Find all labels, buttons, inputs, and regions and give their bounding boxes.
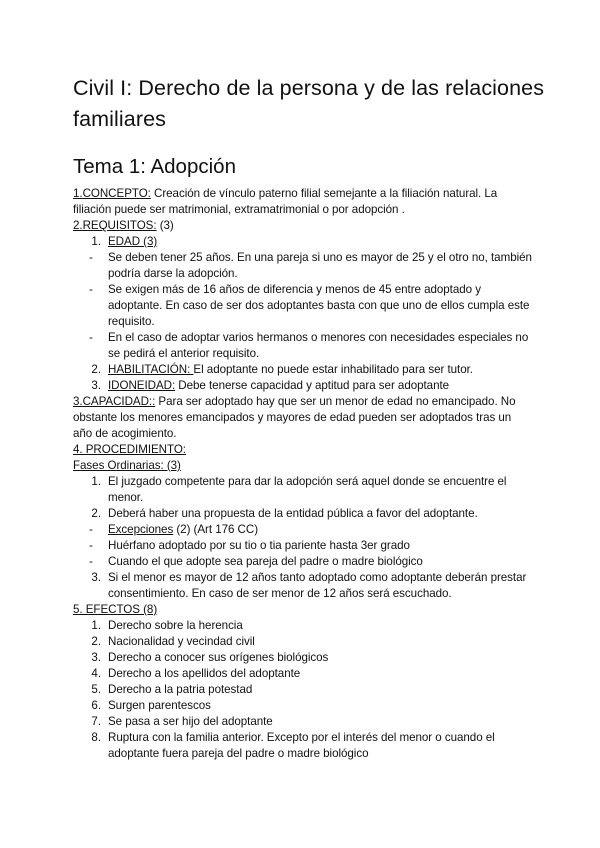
fases-ordinarias-heading: Fases Ordinarias: (3): [73, 459, 181, 472]
list-item: [73, 250, 533, 282]
excepcion-text: Huérfano adoptado por su tio o tia pariente hasta 3er grado: [108, 539, 410, 552]
list-number: 1.: [91, 619, 101, 632]
list-number: 5.: [91, 683, 101, 696]
excepciones-item: [73, 522, 533, 538]
requisitos-count: (3): [156, 219, 174, 232]
procedimiento-heading: 4. PROCEDIMIENTO:: [73, 443, 186, 456]
concepto-label: 1.CONCEPTO:: [73, 187, 151, 200]
capacidad-text: Para ser adoptado hay que ser un menor de edad no emancipado. No obstante los menores emancipados y mayores de edad pueden ser adoptados tras un año de acogimiento.: [73, 395, 516, 440]
capacidad-label: 3.CAPACIDAD::: [73, 395, 156, 408]
list-number: 7.: [91, 715, 101, 728]
efecto-text: Derecho a conocer sus orígenes biológicos: [108, 651, 329, 664]
efecto-item: [73, 714, 533, 730]
efecto-item: [73, 666, 533, 682]
list-number: 2.: [91, 363, 101, 376]
capacidad-paragraph: [73, 394, 533, 442]
section-title: Tema 1: Adopción: [73, 155, 236, 178]
fase-text: El juzgado competente para dar la adopción será aquel donde se encuentre el menor.: [108, 475, 507, 504]
idoneidad-label: IDONEIDAD:: [108, 379, 176, 392]
efecto-item: [73, 634, 533, 650]
edad-bullet-text: En el caso de adoptar varios hermanos o menores con necesidades especiales no se pedirá el anterior requisito.: [108, 331, 529, 360]
excepciones-text: (2) (Art 176 CC): [173, 523, 259, 536]
list-number: 4.: [91, 667, 101, 680]
edad-label: EDAD (3): [108, 235, 158, 248]
bullet-dash: -: [89, 555, 93, 568]
document-body: [73, 186, 533, 762]
bullet-dash: -: [89, 283, 93, 296]
idoneidad-text: Debe tenerse capacidad y aptitud para ser adoptante: [175, 379, 450, 392]
bullet-dash: -: [89, 539, 93, 552]
bullet-dash: -: [89, 523, 93, 536]
efecto-item: [73, 730, 533, 762]
excepciones-label: Excepciones: [108, 523, 174, 536]
efecto-text: Se pasa a ser hijo del adoptante: [108, 715, 273, 728]
requisito-habilitacion: [73, 362, 533, 378]
efecto-item: [73, 698, 533, 714]
requisito-edad: [73, 234, 533, 250]
efecto-text: Derecho sobre la herencia: [108, 619, 243, 632]
fase-text: Si el menor es mayor de 12 años tanto adoptado como adoptante deberán prestar consentimiento. En caso de ser menor de 12 años será escuchado.: [108, 571, 527, 600]
efecto-item: [73, 650, 533, 666]
excepcion-text: Cuando el que adopte sea pareja del padre o madre biológico: [108, 555, 423, 568]
list-item: [73, 538, 533, 554]
list-number: 3.: [91, 571, 101, 584]
list-number: 6.: [91, 699, 101, 712]
list-number: 1.: [91, 475, 101, 488]
concepto-text: Creación de vínculo paterno filial semejante a la filiación natural. La filiación puede ser matrimonial, extramatrimonial o por adopción .: [73, 187, 498, 216]
habilitacion-text: El adoptante no puede estar inhabilitado para ser tutor.: [193, 363, 473, 376]
fase-item: [73, 570, 533, 602]
list-number: 8.: [91, 731, 101, 744]
list-item: [73, 554, 533, 570]
habilitacion-label: HABILITACIÓN:: [108, 363, 194, 376]
bullet-dash: -: [89, 251, 93, 264]
list-number: 2.: [91, 507, 101, 520]
efecto-text: Derecho a los apellidos del adoptante: [108, 667, 301, 680]
requisitos-heading: [73, 218, 533, 234]
efecto-item: [73, 682, 533, 698]
list-number: 3.: [91, 651, 101, 664]
list-number: 1.: [91, 235, 101, 248]
requisitos-label: 2.REQUISITOS:: [73, 219, 157, 232]
requisito-idoneidad: [73, 378, 533, 394]
efecto-text: Derecho a la patria potestad: [108, 683, 253, 696]
fase-item: [73, 506, 533, 522]
list-item: [73, 282, 533, 330]
list-item: [73, 330, 533, 362]
efecto-text: Surgen parentescos: [108, 699, 211, 712]
document-title: Civil I: Derecho de la persona y de las relaciones familiares: [73, 76, 545, 131]
efecto-text: Ruptura con la familia anterior. Excepto por el interés del menor o cuando el adoptante fuera pareja del padre o madre biológico: [108, 731, 495, 760]
list-number: 3.: [91, 379, 101, 392]
fase-item: [73, 474, 533, 506]
bullet-dash: -: [89, 331, 93, 344]
efecto-text: Nacionalidad y vecindad civil: [108, 635, 255, 648]
edad-bullet-text: Se deben tener 25 años. En una pareja si uno es mayor de 25 y el otro no, también podría darse la adopción.: [108, 251, 532, 280]
concepto-paragraph: [73, 186, 533, 218]
efecto-item: [73, 618, 533, 634]
efectos-heading: 5. EFECTOS (8): [73, 603, 158, 616]
fase-text: Deberá haber una propuesta de la entidad pública a favor del adoptante.: [108, 507, 478, 520]
list-number: 2.: [91, 635, 101, 648]
edad-bullet-text: Se exigen más de 16 años de diferencia y menos de 45 entre adoptado y adoptante. En caso de ser dos adoptantes basta con que uno de ellos cumpla este requisito.: [108, 283, 530, 328]
